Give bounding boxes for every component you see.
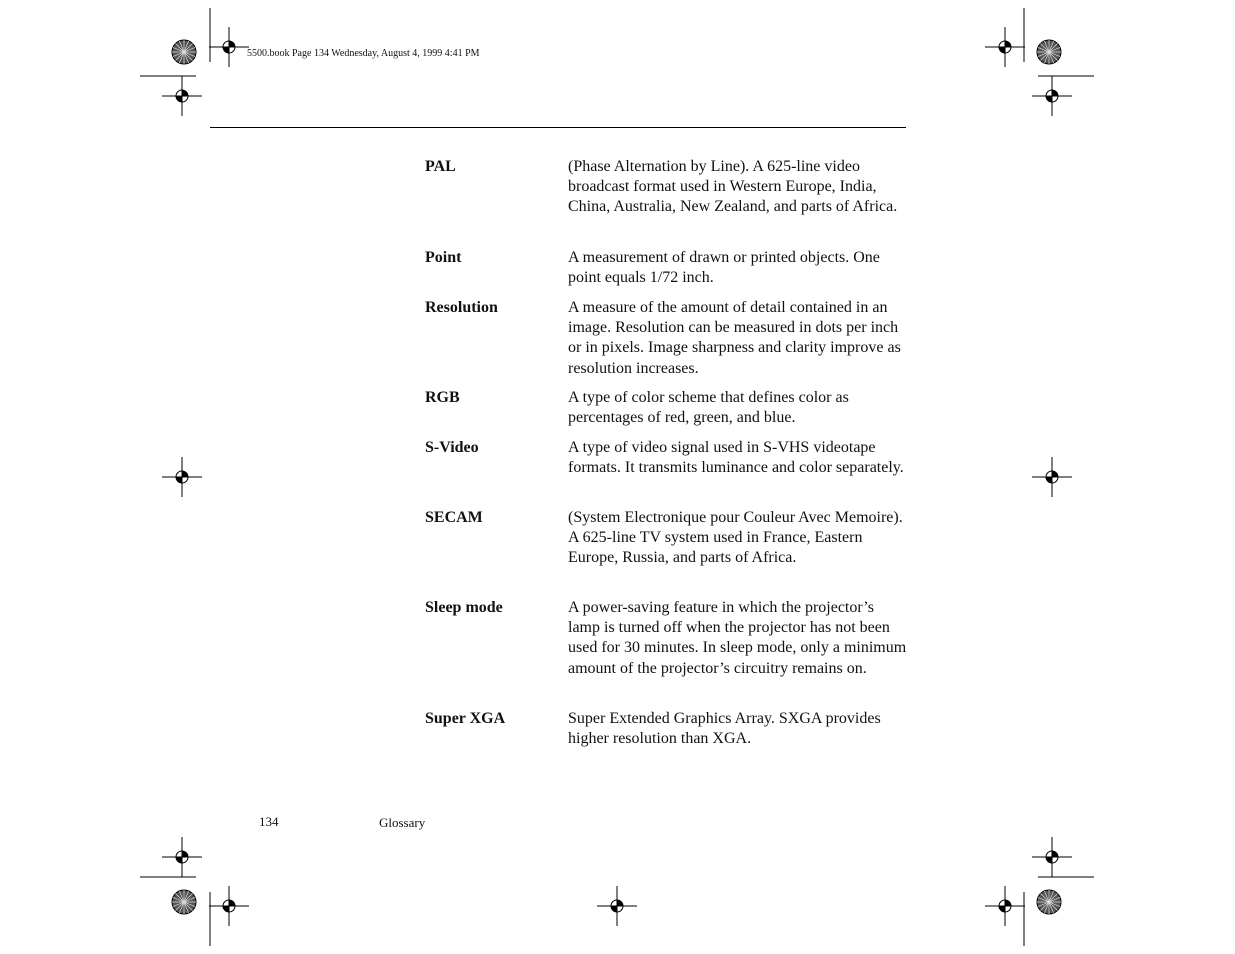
glossary-definition: A power-saving feature in which the projector’s lamp is turned off when the projector has not been used for 30 minutes. In sleep mode, only a minimum amount of the projector’s circuitry remains on.	[568, 599, 907, 677]
glossary-term: RGB	[425, 389, 460, 406]
glossary-definition: A type of video signal used in S-VHS videotape formats. It transmits luminance and color separately.	[568, 439, 904, 477]
registration-mark	[1032, 837, 1072, 877]
glossary-term: SECAM	[425, 509, 483, 526]
glossary-definition: A type of color scheme that defines color as percentages of red, green, and blue.	[568, 389, 849, 427]
glossary-term: Resolution	[425, 299, 498, 316]
glossary-definition: A measure of the amount of detail contained in an image. Resolution can be measured in dots per inch or in pixels. Image sharpness and clarity improve as resolution increases.	[568, 299, 901, 377]
registration-mark	[162, 457, 202, 497]
glossary-term: Sleep mode	[425, 599, 503, 616]
registration-mark	[985, 27, 1025, 67]
glossary-term: Super XGA	[425, 710, 506, 727]
page-number: 134	[259, 814, 279, 829]
glossary-term: S-Video	[425, 439, 479, 456]
print-header: 5500.book Page 134 Wednesday, August 4, 1999 4:41 PM	[247, 48, 480, 59]
registration-mark	[597, 886, 637, 926]
glossary-term: PAL	[425, 158, 456, 175]
color-target	[172, 40, 196, 64]
registration-mark	[209, 27, 249, 67]
registration-mark	[1032, 457, 1072, 497]
color-target	[1037, 890, 1061, 914]
registration-mark	[209, 886, 249, 926]
registration-mark	[985, 886, 1025, 926]
glossary-definition: (System Electronique pour Couleur Avec Memoire). A 625-line TV system used in France, Eastern Europe, Russia, and parts of Africa.	[568, 509, 903, 567]
section-name: Glossary	[379, 815, 426, 830]
registration-mark	[1032, 76, 1072, 116]
glossary-definition: Super Extended Graphics Array. SXGA provides higher resolution than XGA.	[568, 710, 881, 748]
glossary-definition: A measurement of drawn or printed objects. One point equals 1/72 inch.	[568, 249, 880, 287]
glossary-term: Point	[425, 249, 462, 266]
registration-mark	[162, 837, 202, 877]
color-target	[172, 890, 196, 914]
glossary-definition: (Phase Alternation by Line). A 625-line video broadcast format used in Western Europe, India, China, Australia, New Zealand, and parts of Africa.	[568, 158, 898, 216]
registration-mark	[162, 76, 202, 116]
header-rule	[210, 127, 906, 128]
color-target	[1037, 40, 1061, 64]
